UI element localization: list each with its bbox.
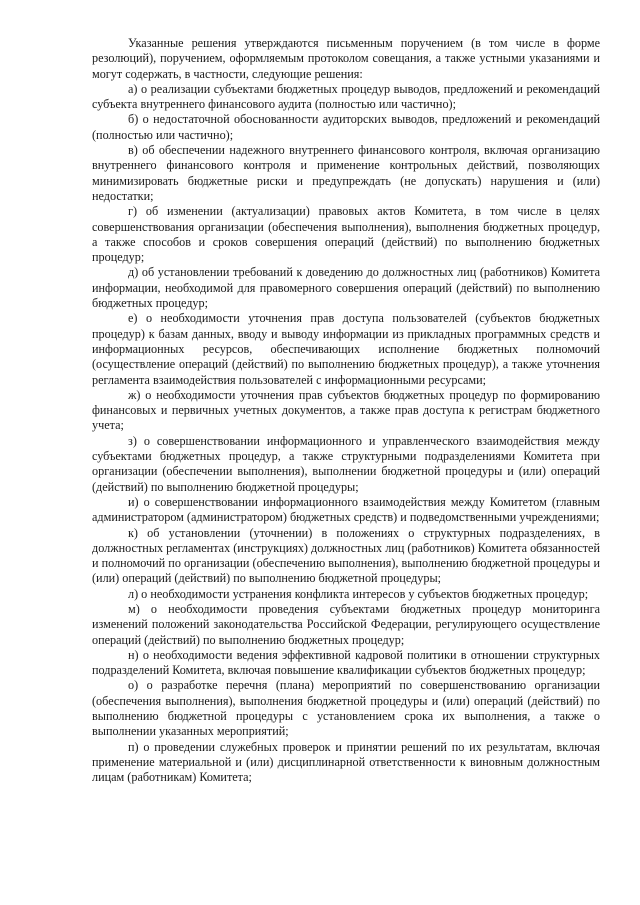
list-item-z: з) о совершенствовании информационного и управленческого взаимодействия между субъектами бюджетных процедур, а также структурными подразделениями Комитета при организации (обеспечении выполнения), выполнении бюджетной процедуры и (или) операций (действий) по выполнению бюджетной процедуры; — [92, 433, 600, 494]
intro-paragraph: Указанные решения утверждаются письменным поручением (в том числе в форме резолюций), поручением, оформляемым протоколом совещания, а также устными указаниями и могут содержать, в частности, следующие решения: — [92, 36, 600, 81]
list-item-zh: ж) о необходимости уточнения прав субъектов бюджетных процедур по формированию финансовых и первичных учетных документов, а также прав доступа к регистрам бюджетного учета; — [92, 387, 600, 433]
list-item-k: к) об установлении (уточнении) в положениях о структурных подразделениях, в должностных регламентах (инструкциях) должностных лиц (работников) Комитета обязанностей и полномочий по организации (обеспечению выполнения), выполнению бюджетной процедуры и (или) операций (действий) по выполнению бюджетной процедуры; — [92, 525, 600, 586]
list-item-m: м) о необходимости проведения субъектами бюджетных процедур мониторинга изменений положений законодательства Российской Федерации, регулирующего осуществление операций (действий) по выполнению бюджетных процедур; — [92, 601, 600, 647]
list-item-e: е) о необходимости уточнения прав доступа пользователей (субъектов бюджетных процедур) к базам данных, вводу и выводу информации из прикладных программных средств и информационных ресурсов, обеспечивающих исполнение бюджетных полномочий (осуществление операций (действий) по выполнению бюджетных процедур), а также уточнения регламента взаимодействия пользователей с информационными ресурсами; — [92, 311, 600, 387]
list-item-g: г) об изменении (актуализации) правовых актов Комитета, в том числе в целях совершенствования организации (обеспечения выполнения), выполнения бюджетных процедур, а также способов и сроков совершения операций (действий) по выполнению бюджетных процедур; — [92, 204, 600, 265]
list-item-o: о) о разработке перечня (плана) мероприятий по совершенствованию организации (обеспечения выполнения), выполнения бюджетной процедуры и (или) операций (действий) по выполнению бюджетной процедуры с установлением срока их выполнения, а также о выполнении указанных мероприятий; — [92, 678, 600, 739]
list-item-a: а) о реализации субъектами бюджетных процедур выводов, предложений и рекомендаций субъекта внутреннего финансового аудита (полностью или частично); — [92, 81, 600, 112]
list-item-v: в) об обеспечении надежного внутреннего финансового контроля, включая организацию внутреннего финансового контроля и применение контрольных действий, позволяющих минимизировать бюджетные риски и предупреждать (не допускать) нарушения и (или) недостатки; — [92, 143, 600, 203]
list-item-b: б) о недостаточной обоснованности аудиторских выводов, предложений и рекомендаций (полностью или частично); — [92, 112, 600, 142]
list-item-n: н) о необходимости ведения эффективной кадровой политики в отношении структурных подразделений Комитета, включая повышение квалификации субъектов бюджетных процедур; — [92, 647, 600, 678]
list-item-d: д) об установлении требований к доведению до должностных лиц (работников) Комитета информации, необходимой для правомерного совершения операций (действий) по выполнению бюджетных процедур; — [92, 265, 600, 311]
document-body — [92, 36, 600, 786]
list-item-l: л) о необходимости устранения конфликта интересов у субъектов бюджетных процедур; — [128, 586, 589, 601]
list-item-p: п) о проведении служебных проверок и принятии решений по их результатам, включая применение материальной и (или) дисциплинарной ответственности к виновным должностным лицам (работникам) Комитета; — [92, 739, 600, 785]
list-item-i: и) о совершенствовании информационного взаимодействия между Комитетом (главным администратором (администратором) бюджетных средств) и подведомственными учреждениями; — [92, 494, 600, 525]
